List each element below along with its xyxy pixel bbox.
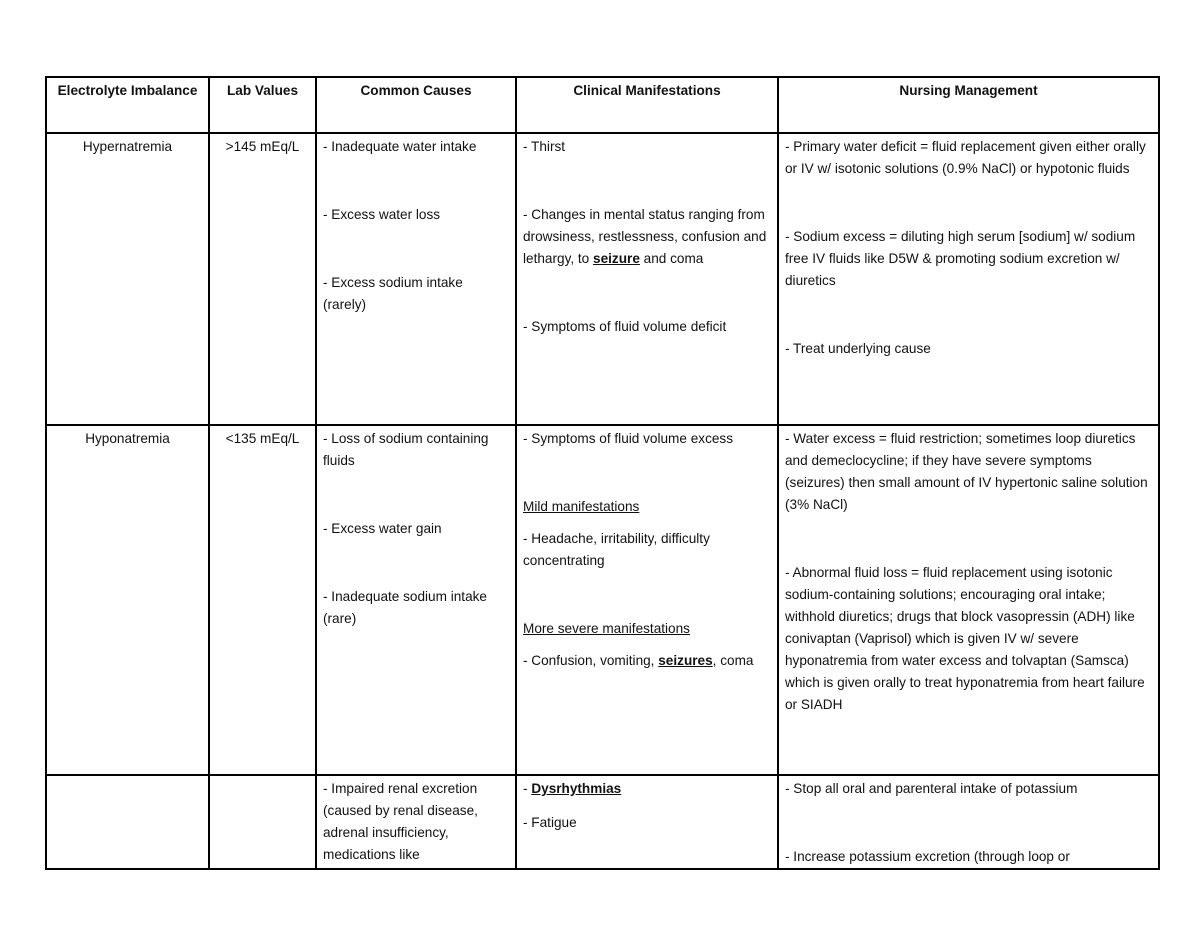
causes-cell — [316, 425, 516, 775]
manifestation-text: and coma — [639, 251, 704, 266]
cause-item: - Loss of sodium containing fluids — [323, 431, 489, 468]
lab-value: <135 mEq/L — [209, 425, 316, 775]
table-row-hypernatremia — [46, 133, 1159, 425]
header-row — [46, 77, 1159, 133]
manifestations-cell — [516, 425, 778, 775]
table-row-partial — [46, 775, 1159, 869]
manifestation-emphasis: seizures — [658, 653, 713, 668]
electrolyte-table — [45, 76, 1160, 870]
nursing-item: - Treat underlying cause — [785, 341, 931, 356]
manifestation-item: - Symptoms of fluid volume deficit — [523, 319, 727, 334]
manifestations-cell — [516, 133, 778, 425]
header-electrolyte: Electrolyte Imbalance — [46, 77, 209, 133]
manifestation-item: - Fatigue — [523, 815, 577, 830]
imbalance-name-empty — [46, 775, 209, 869]
manifestation-text: - — [523, 781, 532, 796]
cause-item: - Excess water loss — [323, 207, 441, 222]
header-nursing-management: Nursing Management — [778, 77, 1159, 133]
manifestation-item — [523, 650, 771, 672]
manifestation-item: - Headache, irritability, difficulty concentrating — [523, 531, 710, 568]
cause-item: - Inadequate water intake — [323, 139, 477, 154]
causes-cell — [316, 775, 516, 869]
header-common-causes: Common Causes — [316, 77, 516, 133]
manifestation-item — [523, 204, 771, 270]
cause-item: - Inadequate sodium intake (rare) — [323, 589, 487, 626]
manifestation-emphasis: Dysrhythmias — [531, 781, 622, 796]
manifestation-emphasis: seizure — [593, 251, 640, 266]
mild-heading: Mild manifestations — [523, 499, 640, 514]
cause-item: - Excess sodium intake (rarely) — [323, 275, 463, 312]
nursing-item: - Water excess = fluid restriction; sometimes loop diuretics and demeclocycline; if they have severe symptoms (seizures) then small amount of IV hypertonic saline solution (3% NaCl) — [785, 431, 1148, 512]
nursing-item: - Abnormal fluid loss = fluid replacement using isotonic sodium-containing solutions; encouraging oral intake; withhold diuretics; drugs that block vasopressin (ADH) like conivaptan (Vaprisol) which is given IV w/ severe hyponatremia from water excess and tolvaptan (Samsca) which is given orally to treat hyponatremia from heart failure or SIADH — [785, 565, 1145, 712]
manifestation-item: - Symptoms of fluid volume excess — [523, 431, 734, 446]
nursing-item: - Sodium excess = diluting high serum [sodium] w/ sodium free IV fluids like D5W & promoting sodium excretion w/ diuretics — [785, 229, 1136, 288]
lab-value: >145 mEq/L — [209, 133, 316, 425]
lab-value-empty — [209, 775, 316, 869]
nursing-cell — [778, 425, 1159, 775]
severe-heading: More severe manifestations — [523, 621, 690, 636]
cause-item: - Excess water gain — [323, 521, 442, 536]
nursing-cell — [778, 133, 1159, 425]
imbalance-name: Hyponatremia — [46, 425, 209, 775]
table-row-hyponatremia — [46, 425, 1159, 775]
manifestation-item — [523, 778, 771, 800]
header-lab-values: Lab Values — [209, 77, 316, 133]
imbalance-name: Hypernatremia — [46, 133, 209, 425]
manifestation-text: - Confusion, vomiting, — [523, 653, 659, 668]
nursing-item: - Stop all oral and parenteral intake of potassium — [785, 781, 1078, 796]
cause-item: - Impaired renal excretion (caused by renal disease, adrenal insufficiency, medications like — [323, 781, 478, 862]
manifestation-text: , coma — [712, 653, 754, 668]
manifestation-item: - Thirst — [523, 139, 566, 154]
manifestation-text: - Changes in mental status ranging from drowsiness, restlessness, confusion and lethargy, to — [523, 207, 767, 266]
nursing-cell — [778, 775, 1159, 869]
nursing-item: - Primary water deficit = fluid replacement given either orally or IV w/ isotonic solutions (0.9% NaCl) or hypotonic fluids — [785, 139, 1146, 176]
manifestations-cell — [516, 775, 778, 869]
nursing-item: - Increase potassium excretion (through loop or — [785, 849, 1070, 864]
causes-cell — [316, 133, 516, 425]
header-clinical-manifestations: Clinical Manifestations — [516, 77, 778, 133]
